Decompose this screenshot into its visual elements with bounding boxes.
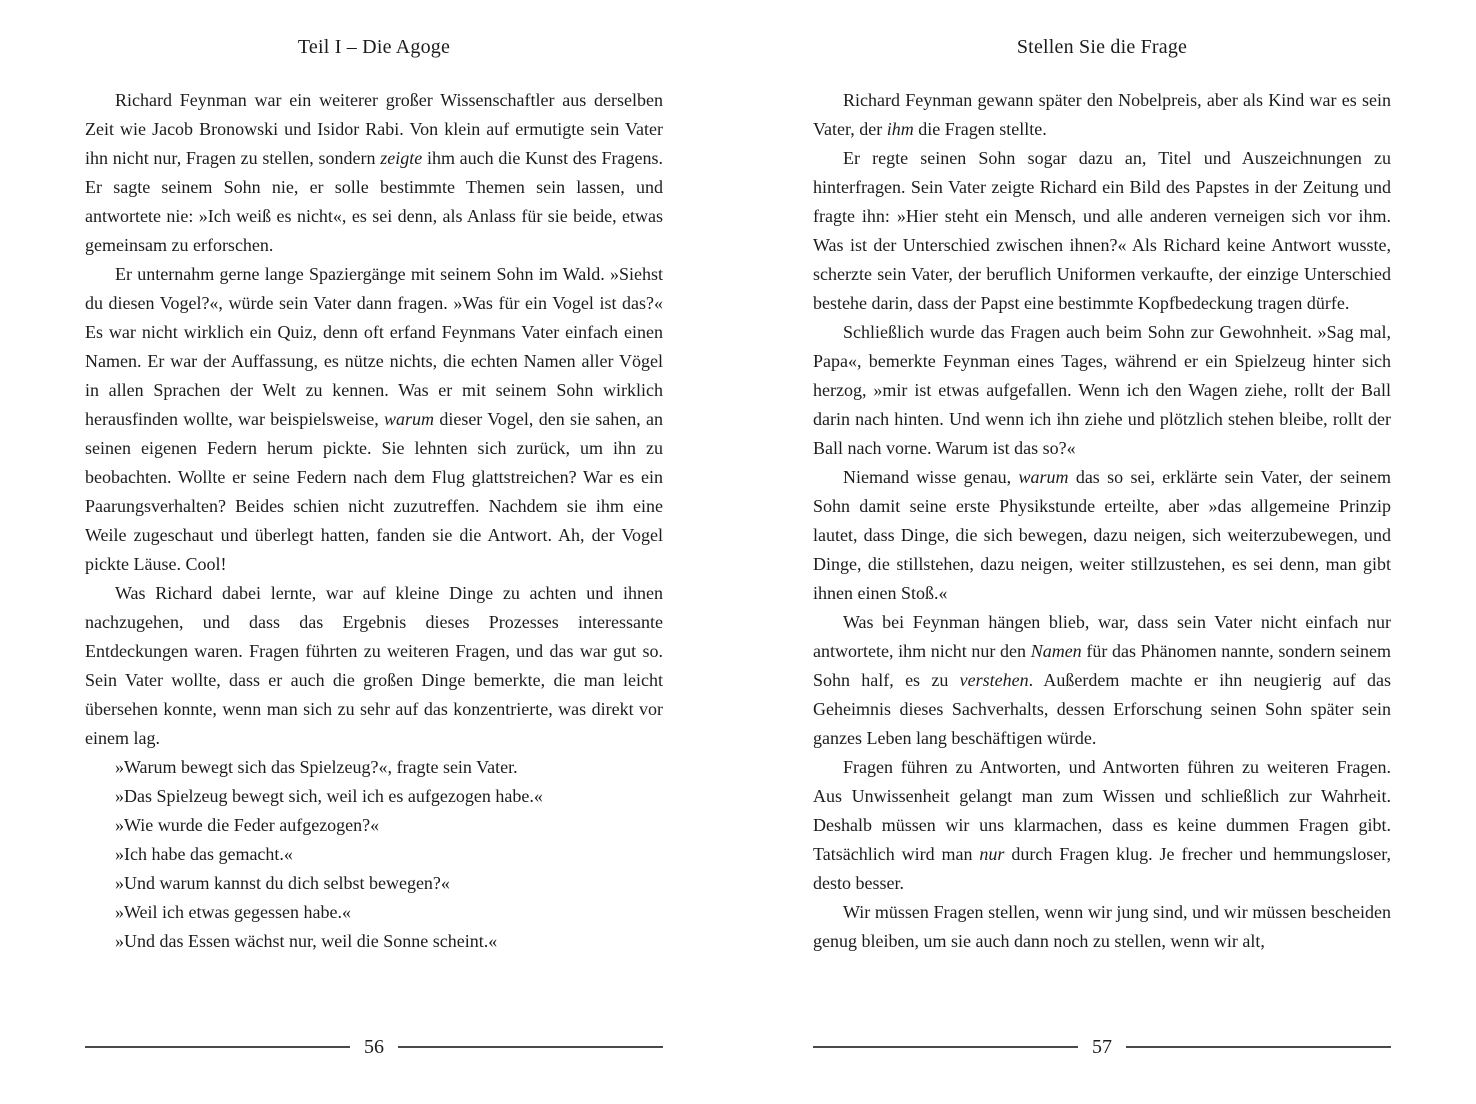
- paragraph: »Das Spielzeug bewegt sich, weil ich es aufgezogen habe.«: [115, 786, 543, 806]
- page-number-left: 56: [364, 1036, 384, 1058]
- footer-rule-right-inner: [813, 1046, 1078, 1048]
- footer-rule-left-outer: [85, 1046, 350, 1048]
- page-body-right: [813, 86, 1391, 956]
- paragraph: Niemand wisse genau, warum das so sei, erklärte sein Vater, der seinem Sohn damit seine erste Physikstunde erteilte, aber »das allgemeine Prinzip lautet, dass Dinge, die sich bewegen, dazu neigen, sich weiterzubewegen, und Dinge, die stillstehen, dazu neigen, weiter stillzustehen, es sei denn, man gibt ihnen einen Stoß.«: [813, 467, 1391, 603]
- paragraph: Richard Feynman gewann später den Nobelpreis, aber als Kind war es sein Vater, der ihm die Fragen stellte.: [813, 90, 1391, 139]
- paragraph: Richard Feynman war ein weiterer großer Wissenschaftler aus derselben Zeit wie Jacob Bronowski und Isidor Rabi. Von klein auf ermutigte sein Vater ihn nicht nur, Fragen zu stellen, sondern zeigte ihm auch die Kunst des Fragens. Er sagte seinem Sohn nie, er solle bestimmte Themen sein lassen, und antwortete nie: »Ich weiß es nicht«, es sei denn, als Anlass für sie beide, etwas gemeinsam zu erforschen.: [85, 90, 663, 255]
- page-left-content: [85, 0, 663, 956]
- running-header-left: Teil I – Die Agoge: [297, 36, 451, 58]
- paragraph: »Weil ich etwas gegessen habe.«: [115, 902, 351, 922]
- running-header-right: Stellen Sie die Frage: [1016, 36, 1188, 58]
- paragraph: Er regte seinen Sohn sogar dazu an, Titel und Auszeichnungen zu hinterfragen. Sein Vater zeigte Richard ein Bild des Papstes in der Zeitung und fragte ihn: »Hier steht ein Mensch, und alle anderen verneigen sich vor ihm. Was ist der Unterschied zwischen ihnen?« Als Richard keine Antwort wusste, scherzte sein Vater, der beruflich Uniformen verkaufte, der einzige Unterschied bestehe darin, dass der Papst eine bestimmte Kopfbedeckung tragen dürfe.: [813, 148, 1391, 313]
- paragraph: »Und warum kannst du dich selbst bewegen?«: [115, 873, 450, 893]
- page-footer-right: [813, 1036, 1391, 1058]
- footer-rule-right-outer: [1126, 1046, 1391, 1048]
- paragraph: »Wie wurde die Feder aufgezogen?«: [115, 815, 380, 835]
- paragraph: Er unternahm gerne lange Spaziergänge mit seinem Sohn im Wald. »Siehst du diesen Vogel?«, würde sein Vater dann fragen. »Was für ein Vogel ist das?« Es war nicht wirklich ein Quiz, denn oft erfand Feynmans Vater einfach einen Namen. Er war der Auffassung, es nütze nichts, die echten Namen aller Vögel in allen Sprachen der Welt zu kennen. Was er mit seinem Sohn wirklich herausfinden wollte, war beispielsweise, warum dieser Vogel, den sie sahen, an seinen eigenen Federn herum pickte. Sie lehnten sich zurück, um ihn zu beobachten. Wollte er seine Federn nach dem Flug glattstreichen? War es ein Paarungsverhalten? Beides schien nicht zuzutreffen. Nachdem sie ihm eine Weile zugeschaut und überlegt hatten, fanden sie die Antwort. Ah, der Vogel pickte Läuse. Cool!: [85, 264, 663, 574]
- paragraph: »Ich habe das gemacht.«: [115, 844, 293, 864]
- footer-rule-left-inner: [398, 1046, 663, 1048]
- paragraph: Schließlich wurde das Fragen auch beim Sohn zur Gewohnheit. »Sag mal, Papa«, bemerkte Feynman eines Tages, während er ein Spielzeug hinter sich herzog, »mir ist etwas aufgefallen. Wenn ich den Wagen ziehe, rollt der Ball darin nach hinten. Und wenn ich ihn ziehe und plötzlich stehen bleibe, rollt der Ball nach vorne. Warum ist das so?«: [813, 322, 1391, 458]
- page-footer-left: [85, 1036, 663, 1058]
- paragraph: Fragen führen zu Antworten, und Antworten führen zu weiteren Fragen. Aus Unwissenheit gelangt man zum Wissen und schließlich zur Wahrheit. Deshalb müssen wir uns klarmachen, dass es keine dummen Fragen gibt. Tatsächlich wird man nur durch Fragen klug. Je frecher und hemmungsloser, desto besser.: [813, 757, 1391, 893]
- page-right: [738, 0, 1476, 1104]
- paragraph: Wir müssen Fragen stellen, wenn wir jung sind, und wir müssen bescheiden genug bleiben, um sie auch dann noch zu stellen, wenn wir alt,: [813, 902, 1391, 951]
- paragraph: »Warum bewegt sich das Spielzeug?«, fragte sein Vater.: [115, 757, 518, 777]
- page-number-right: 57: [1092, 1036, 1112, 1058]
- paragraph: »Und das Essen wächst nur, weil die Sonne scheint.«: [115, 931, 498, 951]
- paragraph: Was bei Feynman hängen blieb, war, dass sein Vater nicht einfach nur antwortete, ihm nicht nur den Namen für das Phänomen nannte, sondern seinem Sohn half, es zu verstehen. Außerdem machte er ihn neugierig auf das Geheimnis dieses Sachverhalts, dessen Erforschung seinen Sohn später sein ganzes Leben lang beschäftigen würde.: [813, 612, 1392, 748]
- page-right-content: [813, 0, 1391, 956]
- page-body-left: [85, 86, 663, 956]
- paragraph: Was Richard dabei lernte, war auf kleine Dinge zu achten und ihnen nachzugehen, und dass das Ergebnis dieses Prozesses interessante Entdeckungen waren. Fragen führten zu weiteren Fragen, und das war gut so. Sein Vater wollte, dass er auch die großen Dinge bemerkte, die man leicht übersehen konnte, wenn man sich zu sehr auf das konzentrierte, was direkt vor einem lag.: [85, 583, 663, 748]
